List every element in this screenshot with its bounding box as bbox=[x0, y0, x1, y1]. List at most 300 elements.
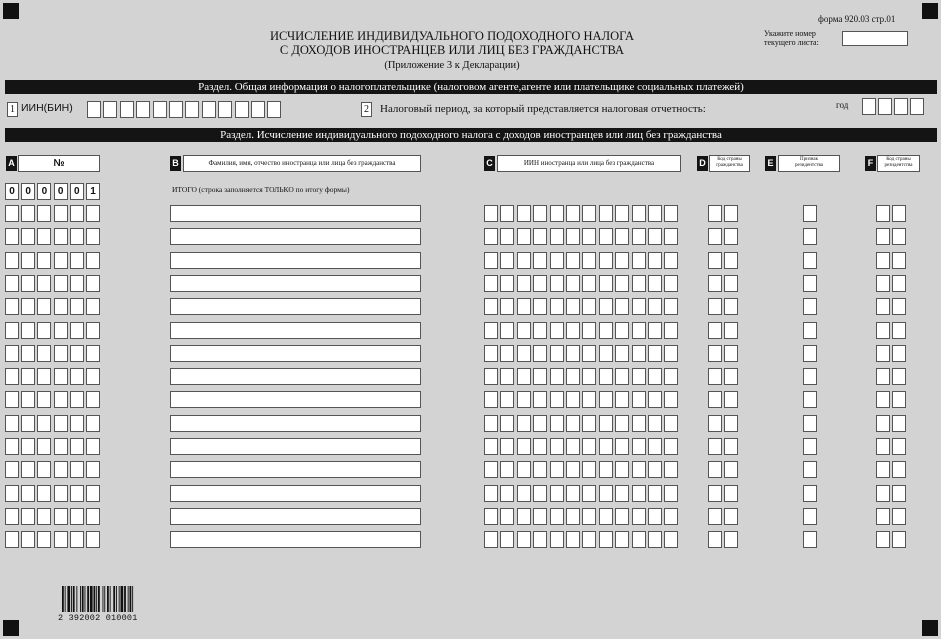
iin-foreigner-cell[interactable] bbox=[664, 322, 678, 339]
iin-foreigner-cell[interactable] bbox=[533, 531, 547, 548]
iin-cell[interactable] bbox=[202, 101, 216, 118]
iin-foreigner-cell[interactable] bbox=[615, 298, 629, 315]
row-number-cell[interactable] bbox=[37, 322, 51, 339]
iin-foreigner-cell[interactable] bbox=[566, 415, 580, 432]
row-number-cell[interactable] bbox=[5, 368, 19, 385]
residency-flag-cell[interactable] bbox=[803, 391, 817, 408]
row-number-cell[interactable] bbox=[54, 345, 68, 362]
row-number-cell[interactable] bbox=[70, 275, 84, 292]
residency-code-cell[interactable] bbox=[892, 461, 906, 478]
row-number-cell[interactable] bbox=[5, 438, 19, 455]
row-number-cell[interactable] bbox=[21, 275, 35, 292]
iin-foreigner-cell[interactable] bbox=[582, 275, 596, 292]
iin-foreigner-cell[interactable] bbox=[550, 205, 564, 222]
iin-foreigner-cell[interactable] bbox=[632, 345, 646, 362]
iin-foreigner-cell[interactable] bbox=[484, 391, 498, 408]
row-number-cell[interactable] bbox=[86, 485, 100, 502]
residency-code-cell[interactable] bbox=[892, 275, 906, 292]
iin-foreigner-cell[interactable] bbox=[517, 252, 531, 269]
iin-cell[interactable] bbox=[103, 101, 117, 118]
residency-flag-cell[interactable] bbox=[803, 322, 817, 339]
sheet-number-field[interactable] bbox=[842, 31, 908, 46]
row-number-cell[interactable] bbox=[5, 531, 19, 548]
iin-foreigner-cell[interactable] bbox=[566, 205, 580, 222]
iin-foreigner-cell[interactable] bbox=[566, 438, 580, 455]
iin-foreigner-cell[interactable] bbox=[648, 345, 662, 362]
iin-foreigner-cell[interactable] bbox=[484, 322, 498, 339]
citizenship-code-cell[interactable] bbox=[724, 368, 738, 385]
iin-foreigner-cell[interactable] bbox=[599, 508, 613, 525]
iin-foreigner-cell[interactable] bbox=[517, 461, 531, 478]
full-name-field[interactable] bbox=[170, 508, 421, 525]
row-number-cell[interactable] bbox=[5, 415, 19, 432]
row-number-cell[interactable] bbox=[54, 438, 68, 455]
iin-foreigner-cell[interactable] bbox=[500, 275, 514, 292]
row-number-cell[interactable] bbox=[70, 298, 84, 315]
row-number-cell[interactable] bbox=[54, 461, 68, 478]
residency-code-cell[interactable] bbox=[876, 508, 890, 525]
iin-foreigner-cell[interactable] bbox=[664, 508, 678, 525]
row-number-cell[interactable] bbox=[5, 345, 19, 362]
iin-foreigner-cell[interactable] bbox=[648, 461, 662, 478]
row-number-cell[interactable] bbox=[86, 228, 100, 245]
row-number-cell[interactable] bbox=[37, 485, 51, 502]
residency-code-cell[interactable] bbox=[892, 322, 906, 339]
iin-cell[interactable] bbox=[169, 101, 183, 118]
row-number-cell[interactable] bbox=[86, 438, 100, 455]
row-number-cell[interactable] bbox=[54, 531, 68, 548]
row-number-cell[interactable] bbox=[70, 205, 84, 222]
iin-foreigner-cell[interactable] bbox=[582, 298, 596, 315]
row-number-cell[interactable] bbox=[5, 461, 19, 478]
iin-foreigner-cell[interactable] bbox=[500, 415, 514, 432]
row-number-cell[interactable] bbox=[37, 461, 51, 478]
iin-foreigner-cell[interactable] bbox=[500, 485, 514, 502]
row-number-cell[interactable] bbox=[86, 275, 100, 292]
iin-foreigner-cell[interactable] bbox=[582, 461, 596, 478]
residency-flag-cell[interactable] bbox=[803, 228, 817, 245]
residency-flag-cell[interactable] bbox=[803, 275, 817, 292]
iin-foreigner-cell[interactable] bbox=[599, 322, 613, 339]
iin-foreigner-cell[interactable] bbox=[533, 391, 547, 408]
iin-cell[interactable] bbox=[267, 101, 281, 118]
iin-foreigner-cell[interactable] bbox=[517, 298, 531, 315]
iin-foreigner-cell[interactable] bbox=[517, 368, 531, 385]
row-number-cell[interactable] bbox=[37, 368, 51, 385]
iin-foreigner-cell[interactable] bbox=[632, 252, 646, 269]
iin-cell[interactable] bbox=[87, 101, 101, 118]
residency-flag-cell[interactable] bbox=[803, 415, 817, 432]
residency-code-cell[interactable] bbox=[876, 438, 890, 455]
iin-foreigner-cell[interactable] bbox=[533, 298, 547, 315]
iin-foreigner-cell[interactable] bbox=[484, 275, 498, 292]
row-number-cell[interactable] bbox=[37, 298, 51, 315]
iin-foreigner-cell[interactable] bbox=[500, 298, 514, 315]
iin-foreigner-cell[interactable] bbox=[648, 438, 662, 455]
residency-code-cell[interactable] bbox=[892, 508, 906, 525]
full-name-field[interactable] bbox=[170, 252, 421, 269]
iin-foreigner-cell[interactable] bbox=[648, 298, 662, 315]
iin-foreigner-cell[interactable] bbox=[664, 461, 678, 478]
full-name-field[interactable] bbox=[170, 298, 421, 315]
row-number-cell[interactable] bbox=[37, 228, 51, 245]
row-number-cell[interactable] bbox=[21, 508, 35, 525]
residency-code-cell[interactable] bbox=[876, 391, 890, 408]
iin-foreigner-cell[interactable] bbox=[599, 298, 613, 315]
row-number-cell[interactable] bbox=[37, 252, 51, 269]
row-number-cell[interactable] bbox=[21, 531, 35, 548]
row-number-cell[interactable] bbox=[86, 205, 100, 222]
residency-code-cell[interactable] bbox=[876, 461, 890, 478]
iin-foreigner-cell[interactable] bbox=[533, 345, 547, 362]
residency-code-cell[interactable] bbox=[876, 415, 890, 432]
iin-foreigner-cell[interactable] bbox=[550, 275, 564, 292]
iin-foreigner-cell[interactable] bbox=[517, 322, 531, 339]
residency-code-cell[interactable] bbox=[876, 252, 890, 269]
row-number-cell[interactable] bbox=[21, 415, 35, 432]
iin-foreigner-cell[interactable] bbox=[615, 275, 629, 292]
row-number-cell[interactable] bbox=[70, 368, 84, 385]
iin-foreigner-cell[interactable] bbox=[566, 298, 580, 315]
iin-foreigner-cell[interactable] bbox=[632, 228, 646, 245]
citizenship-code-cell[interactable] bbox=[724, 298, 738, 315]
iin-cell[interactable] bbox=[153, 101, 167, 118]
iin-foreigner-cell[interactable] bbox=[599, 438, 613, 455]
residency-code-cell[interactable] bbox=[892, 531, 906, 548]
year-cell[interactable] bbox=[878, 98, 892, 115]
iin-foreigner-cell[interactable] bbox=[664, 252, 678, 269]
iin-foreigner-cell[interactable] bbox=[632, 508, 646, 525]
iin-foreigner-cell[interactable] bbox=[664, 485, 678, 502]
iin-foreigner-cell[interactable] bbox=[615, 438, 629, 455]
iin-foreigner-cell[interactable] bbox=[550, 252, 564, 269]
iin-foreigner-cell[interactable] bbox=[566, 275, 580, 292]
iin-foreigner-cell[interactable] bbox=[566, 345, 580, 362]
iin-foreigner-cell[interactable] bbox=[484, 461, 498, 478]
full-name-field[interactable] bbox=[170, 275, 421, 292]
iin-foreigner-cell[interactable] bbox=[664, 415, 678, 432]
iin-foreigner-cell[interactable] bbox=[566, 461, 580, 478]
citizenship-code-cell[interactable] bbox=[724, 345, 738, 362]
iin-foreigner-cell[interactable] bbox=[484, 298, 498, 315]
residency-flag-cell[interactable] bbox=[803, 508, 817, 525]
iin-foreigner-cell[interactable] bbox=[599, 205, 613, 222]
iin-foreigner-cell[interactable] bbox=[664, 531, 678, 548]
iin-foreigner-cell[interactable] bbox=[582, 508, 596, 525]
iin-foreigner-cell[interactable] bbox=[550, 508, 564, 525]
iin-foreigner-cell[interactable] bbox=[582, 531, 596, 548]
iin-foreigner-cell[interactable] bbox=[533, 275, 547, 292]
residency-code-cell[interactable] bbox=[892, 391, 906, 408]
residency-code-cell[interactable] bbox=[876, 205, 890, 222]
row-number-cell[interactable] bbox=[21, 485, 35, 502]
iin-foreigner-cell[interactable] bbox=[550, 391, 564, 408]
iin-foreigner-cell[interactable] bbox=[599, 415, 613, 432]
citizenship-code-cell[interactable] bbox=[724, 531, 738, 548]
row-number-cell[interactable] bbox=[21, 461, 35, 478]
iin-foreigner-cell[interactable] bbox=[550, 298, 564, 315]
citizenship-code-cell[interactable] bbox=[724, 228, 738, 245]
year-cell[interactable] bbox=[862, 98, 876, 115]
iin-foreigner-cell[interactable] bbox=[664, 391, 678, 408]
residency-code-cell[interactable] bbox=[892, 228, 906, 245]
iin-foreigner-cell[interactable] bbox=[484, 485, 498, 502]
row-number-cell[interactable] bbox=[54, 252, 68, 269]
iin-cell[interactable] bbox=[251, 101, 265, 118]
iin-foreigner-cell[interactable] bbox=[550, 368, 564, 385]
citizenship-code-cell[interactable] bbox=[708, 252, 722, 269]
row-number-cell[interactable] bbox=[86, 391, 100, 408]
iin-foreigner-cell[interactable] bbox=[500, 461, 514, 478]
iin-foreigner-cell[interactable] bbox=[648, 252, 662, 269]
iin-foreigner-cell[interactable] bbox=[533, 322, 547, 339]
iin-foreigner-cell[interactable] bbox=[517, 438, 531, 455]
iin-foreigner-cell[interactable] bbox=[517, 275, 531, 292]
iin-foreigner-cell[interactable] bbox=[566, 368, 580, 385]
iin-foreigner-cell[interactable] bbox=[533, 228, 547, 245]
row-number-cell[interactable] bbox=[5, 298, 19, 315]
row-number-cell[interactable] bbox=[21, 345, 35, 362]
iin-foreigner-cell[interactable] bbox=[582, 322, 596, 339]
iin-foreigner-cell[interactable] bbox=[500, 368, 514, 385]
iin-foreigner-cell[interactable] bbox=[615, 508, 629, 525]
row-number-cell[interactable] bbox=[37, 391, 51, 408]
full-name-field[interactable] bbox=[170, 415, 421, 432]
row-number-cell[interactable] bbox=[70, 345, 84, 362]
iin-foreigner-cell[interactable] bbox=[648, 322, 662, 339]
full-name-field[interactable] bbox=[170, 205, 421, 222]
iin-foreigner-cell[interactable] bbox=[582, 205, 596, 222]
row-number-cell[interactable] bbox=[86, 298, 100, 315]
row-number-cell[interactable] bbox=[54, 485, 68, 502]
row-number-cell[interactable] bbox=[5, 228, 19, 245]
iin-cell[interactable] bbox=[235, 101, 249, 118]
iin-foreigner-cell[interactable] bbox=[550, 345, 564, 362]
row-number-cell[interactable] bbox=[21, 205, 35, 222]
iin-foreigner-cell[interactable] bbox=[517, 205, 531, 222]
citizenship-code-cell[interactable] bbox=[724, 391, 738, 408]
iin-foreigner-cell[interactable] bbox=[500, 322, 514, 339]
iin-foreigner-cell[interactable] bbox=[517, 345, 531, 362]
iin-foreigner-cell[interactable] bbox=[615, 485, 629, 502]
iin-foreigner-cell[interactable] bbox=[648, 508, 662, 525]
iin-foreigner-cell[interactable] bbox=[550, 461, 564, 478]
residency-flag-cell[interactable] bbox=[803, 368, 817, 385]
row-number-cell[interactable] bbox=[5, 508, 19, 525]
row-number-cell[interactable] bbox=[21, 228, 35, 245]
iin-foreigner-cell[interactable] bbox=[533, 508, 547, 525]
iin-foreigner-cell[interactable] bbox=[500, 228, 514, 245]
iin-foreigner-cell[interactable] bbox=[533, 485, 547, 502]
iin-foreigner-cell[interactable] bbox=[550, 228, 564, 245]
iin-foreigner-cell[interactable] bbox=[517, 508, 531, 525]
citizenship-code-cell[interactable] bbox=[724, 322, 738, 339]
iin-cell[interactable] bbox=[136, 101, 150, 118]
iin-foreigner-cell[interactable] bbox=[648, 205, 662, 222]
row-number-cell[interactable] bbox=[37, 275, 51, 292]
row-number-cell[interactable] bbox=[21, 298, 35, 315]
iin-foreigner-cell[interactable] bbox=[632, 275, 646, 292]
full-name-field[interactable] bbox=[170, 531, 421, 548]
citizenship-code-cell[interactable] bbox=[724, 205, 738, 222]
row-number-cell[interactable] bbox=[70, 391, 84, 408]
row-number-cell[interactable] bbox=[5, 205, 19, 222]
iin-foreigner-cell[interactable] bbox=[566, 322, 580, 339]
row-number-cell[interactable] bbox=[54, 322, 68, 339]
iin-foreigner-cell[interactable] bbox=[550, 415, 564, 432]
iin-foreigner-cell[interactable] bbox=[484, 508, 498, 525]
row-number-cell[interactable] bbox=[70, 228, 84, 245]
citizenship-code-cell[interactable] bbox=[724, 485, 738, 502]
row-number-cell[interactable] bbox=[70, 252, 84, 269]
iin-foreigner-cell[interactable] bbox=[566, 485, 580, 502]
iin-foreigner-cell[interactable] bbox=[517, 415, 531, 432]
iin-foreigner-cell[interactable] bbox=[566, 508, 580, 525]
row-number-cell[interactable] bbox=[86, 461, 100, 478]
iin-foreigner-cell[interactable] bbox=[664, 368, 678, 385]
iin-foreigner-cell[interactable] bbox=[517, 228, 531, 245]
iin-cell[interactable] bbox=[218, 101, 232, 118]
iin-foreigner-cell[interactable] bbox=[615, 415, 629, 432]
row-number-cell[interactable] bbox=[54, 228, 68, 245]
residency-code-cell[interactable] bbox=[876, 228, 890, 245]
iin-foreigner-cell[interactable] bbox=[582, 391, 596, 408]
row-number-cell[interactable] bbox=[70, 531, 84, 548]
row-number-cell[interactable] bbox=[5, 252, 19, 269]
row-number-cell[interactable] bbox=[70, 322, 84, 339]
full-name-field[interactable] bbox=[170, 461, 421, 478]
citizenship-code-cell[interactable] bbox=[708, 415, 722, 432]
citizenship-code-cell[interactable] bbox=[708, 461, 722, 478]
iin-foreigner-cell[interactable] bbox=[615, 531, 629, 548]
iin-foreigner-cell[interactable] bbox=[599, 368, 613, 385]
iin-foreigner-cell[interactable] bbox=[582, 368, 596, 385]
residency-flag-cell[interactable] bbox=[803, 205, 817, 222]
iin-foreigner-cell[interactable] bbox=[484, 205, 498, 222]
iin-foreigner-cell[interactable] bbox=[484, 345, 498, 362]
iin-foreigner-cell[interactable] bbox=[632, 461, 646, 478]
iin-foreigner-cell[interactable] bbox=[533, 461, 547, 478]
iin-foreigner-cell[interactable] bbox=[615, 228, 629, 245]
iin-foreigner-cell[interactable] bbox=[615, 345, 629, 362]
row-number-cell[interactable] bbox=[37, 345, 51, 362]
iin-foreigner-cell[interactable] bbox=[517, 531, 531, 548]
residency-code-cell[interactable] bbox=[876, 485, 890, 502]
full-name-field[interactable] bbox=[170, 322, 421, 339]
year-cell[interactable] bbox=[894, 98, 908, 115]
citizenship-code-cell[interactable] bbox=[708, 228, 722, 245]
row-number-cell[interactable] bbox=[70, 508, 84, 525]
citizenship-code-cell[interactable] bbox=[708, 438, 722, 455]
residency-code-cell[interactable] bbox=[892, 252, 906, 269]
iin-foreigner-cell[interactable] bbox=[550, 322, 564, 339]
row-number-cell[interactable] bbox=[86, 415, 100, 432]
iin-foreigner-cell[interactable] bbox=[648, 391, 662, 408]
iin-foreigner-cell[interactable] bbox=[648, 275, 662, 292]
residency-flag-cell[interactable] bbox=[803, 298, 817, 315]
full-name-field[interactable] bbox=[170, 391, 421, 408]
iin-foreigner-cell[interactable] bbox=[615, 252, 629, 269]
iin-foreigner-cell[interactable] bbox=[664, 275, 678, 292]
residency-code-cell[interactable] bbox=[892, 368, 906, 385]
residency-code-cell[interactable] bbox=[892, 438, 906, 455]
row-number-cell[interactable] bbox=[21, 438, 35, 455]
iin-foreigner-cell[interactable] bbox=[484, 228, 498, 245]
row-number-cell[interactable] bbox=[21, 252, 35, 269]
iin-foreigner-cell[interactable] bbox=[632, 531, 646, 548]
row-number-cell[interactable] bbox=[21, 391, 35, 408]
full-name-field[interactable] bbox=[170, 485, 421, 502]
row-number-cell[interactable] bbox=[21, 322, 35, 339]
iin-foreigner-cell[interactable] bbox=[566, 531, 580, 548]
row-number-cell[interactable] bbox=[70, 485, 84, 502]
iin-foreigner-cell[interactable] bbox=[615, 391, 629, 408]
iin-foreigner-cell[interactable] bbox=[500, 205, 514, 222]
iin-foreigner-cell[interactable] bbox=[632, 205, 646, 222]
iin-foreigner-cell[interactable] bbox=[500, 345, 514, 362]
iin-foreigner-cell[interactable] bbox=[648, 415, 662, 432]
row-number-cell[interactable] bbox=[37, 438, 51, 455]
row-number-cell[interactable] bbox=[86, 531, 100, 548]
residency-code-cell[interactable] bbox=[892, 415, 906, 432]
iin-foreigner-cell[interactable] bbox=[484, 252, 498, 269]
iin-foreigner-cell[interactable] bbox=[615, 322, 629, 339]
iin-foreigner-cell[interactable] bbox=[599, 531, 613, 548]
iin-foreigner-cell[interactable] bbox=[615, 205, 629, 222]
residency-code-cell[interactable] bbox=[876, 275, 890, 292]
row-number-cell[interactable] bbox=[54, 508, 68, 525]
row-number-cell[interactable] bbox=[54, 298, 68, 315]
residency-code-cell[interactable] bbox=[876, 345, 890, 362]
row-number-cell[interactable] bbox=[54, 205, 68, 222]
iin-foreigner-cell[interactable] bbox=[566, 228, 580, 245]
iin-foreigner-cell[interactable] bbox=[566, 252, 580, 269]
row-number-cell[interactable] bbox=[37, 415, 51, 432]
iin-foreigner-cell[interactable] bbox=[664, 298, 678, 315]
iin-foreigner-cell[interactable] bbox=[599, 345, 613, 362]
citizenship-code-cell[interactable] bbox=[708, 345, 722, 362]
iin-cell[interactable] bbox=[185, 101, 199, 118]
iin-foreigner-cell[interactable] bbox=[533, 368, 547, 385]
row-number-cell[interactable] bbox=[86, 508, 100, 525]
row-number-cell[interactable] bbox=[5, 322, 19, 339]
iin-foreigner-cell[interactable] bbox=[582, 252, 596, 269]
iin-foreigner-cell[interactable] bbox=[582, 438, 596, 455]
residency-flag-cell[interactable] bbox=[803, 461, 817, 478]
citizenship-code-cell[interactable] bbox=[708, 298, 722, 315]
iin-foreigner-cell[interactable] bbox=[632, 438, 646, 455]
row-number-cell[interactable] bbox=[54, 275, 68, 292]
iin-foreigner-cell[interactable] bbox=[664, 205, 678, 222]
row-number-cell[interactable] bbox=[70, 415, 84, 432]
citizenship-code-cell[interactable] bbox=[708, 205, 722, 222]
residency-flag-cell[interactable] bbox=[803, 438, 817, 455]
iin-foreigner-cell[interactable] bbox=[599, 275, 613, 292]
iin-foreigner-cell[interactable] bbox=[632, 368, 646, 385]
residency-flag-cell[interactable] bbox=[803, 345, 817, 362]
citizenship-code-cell[interactable] bbox=[708, 275, 722, 292]
residency-flag-cell[interactable] bbox=[803, 485, 817, 502]
row-number-cell[interactable] bbox=[54, 415, 68, 432]
citizenship-code-cell[interactable] bbox=[724, 252, 738, 269]
residency-flag-cell[interactable] bbox=[803, 252, 817, 269]
iin-foreigner-cell[interactable] bbox=[582, 485, 596, 502]
iin-foreigner-cell[interactable] bbox=[632, 298, 646, 315]
row-number-cell[interactable] bbox=[37, 205, 51, 222]
row-number-cell[interactable] bbox=[70, 461, 84, 478]
full-name-field[interactable] bbox=[170, 368, 421, 385]
citizenship-code-cell[interactable] bbox=[724, 275, 738, 292]
